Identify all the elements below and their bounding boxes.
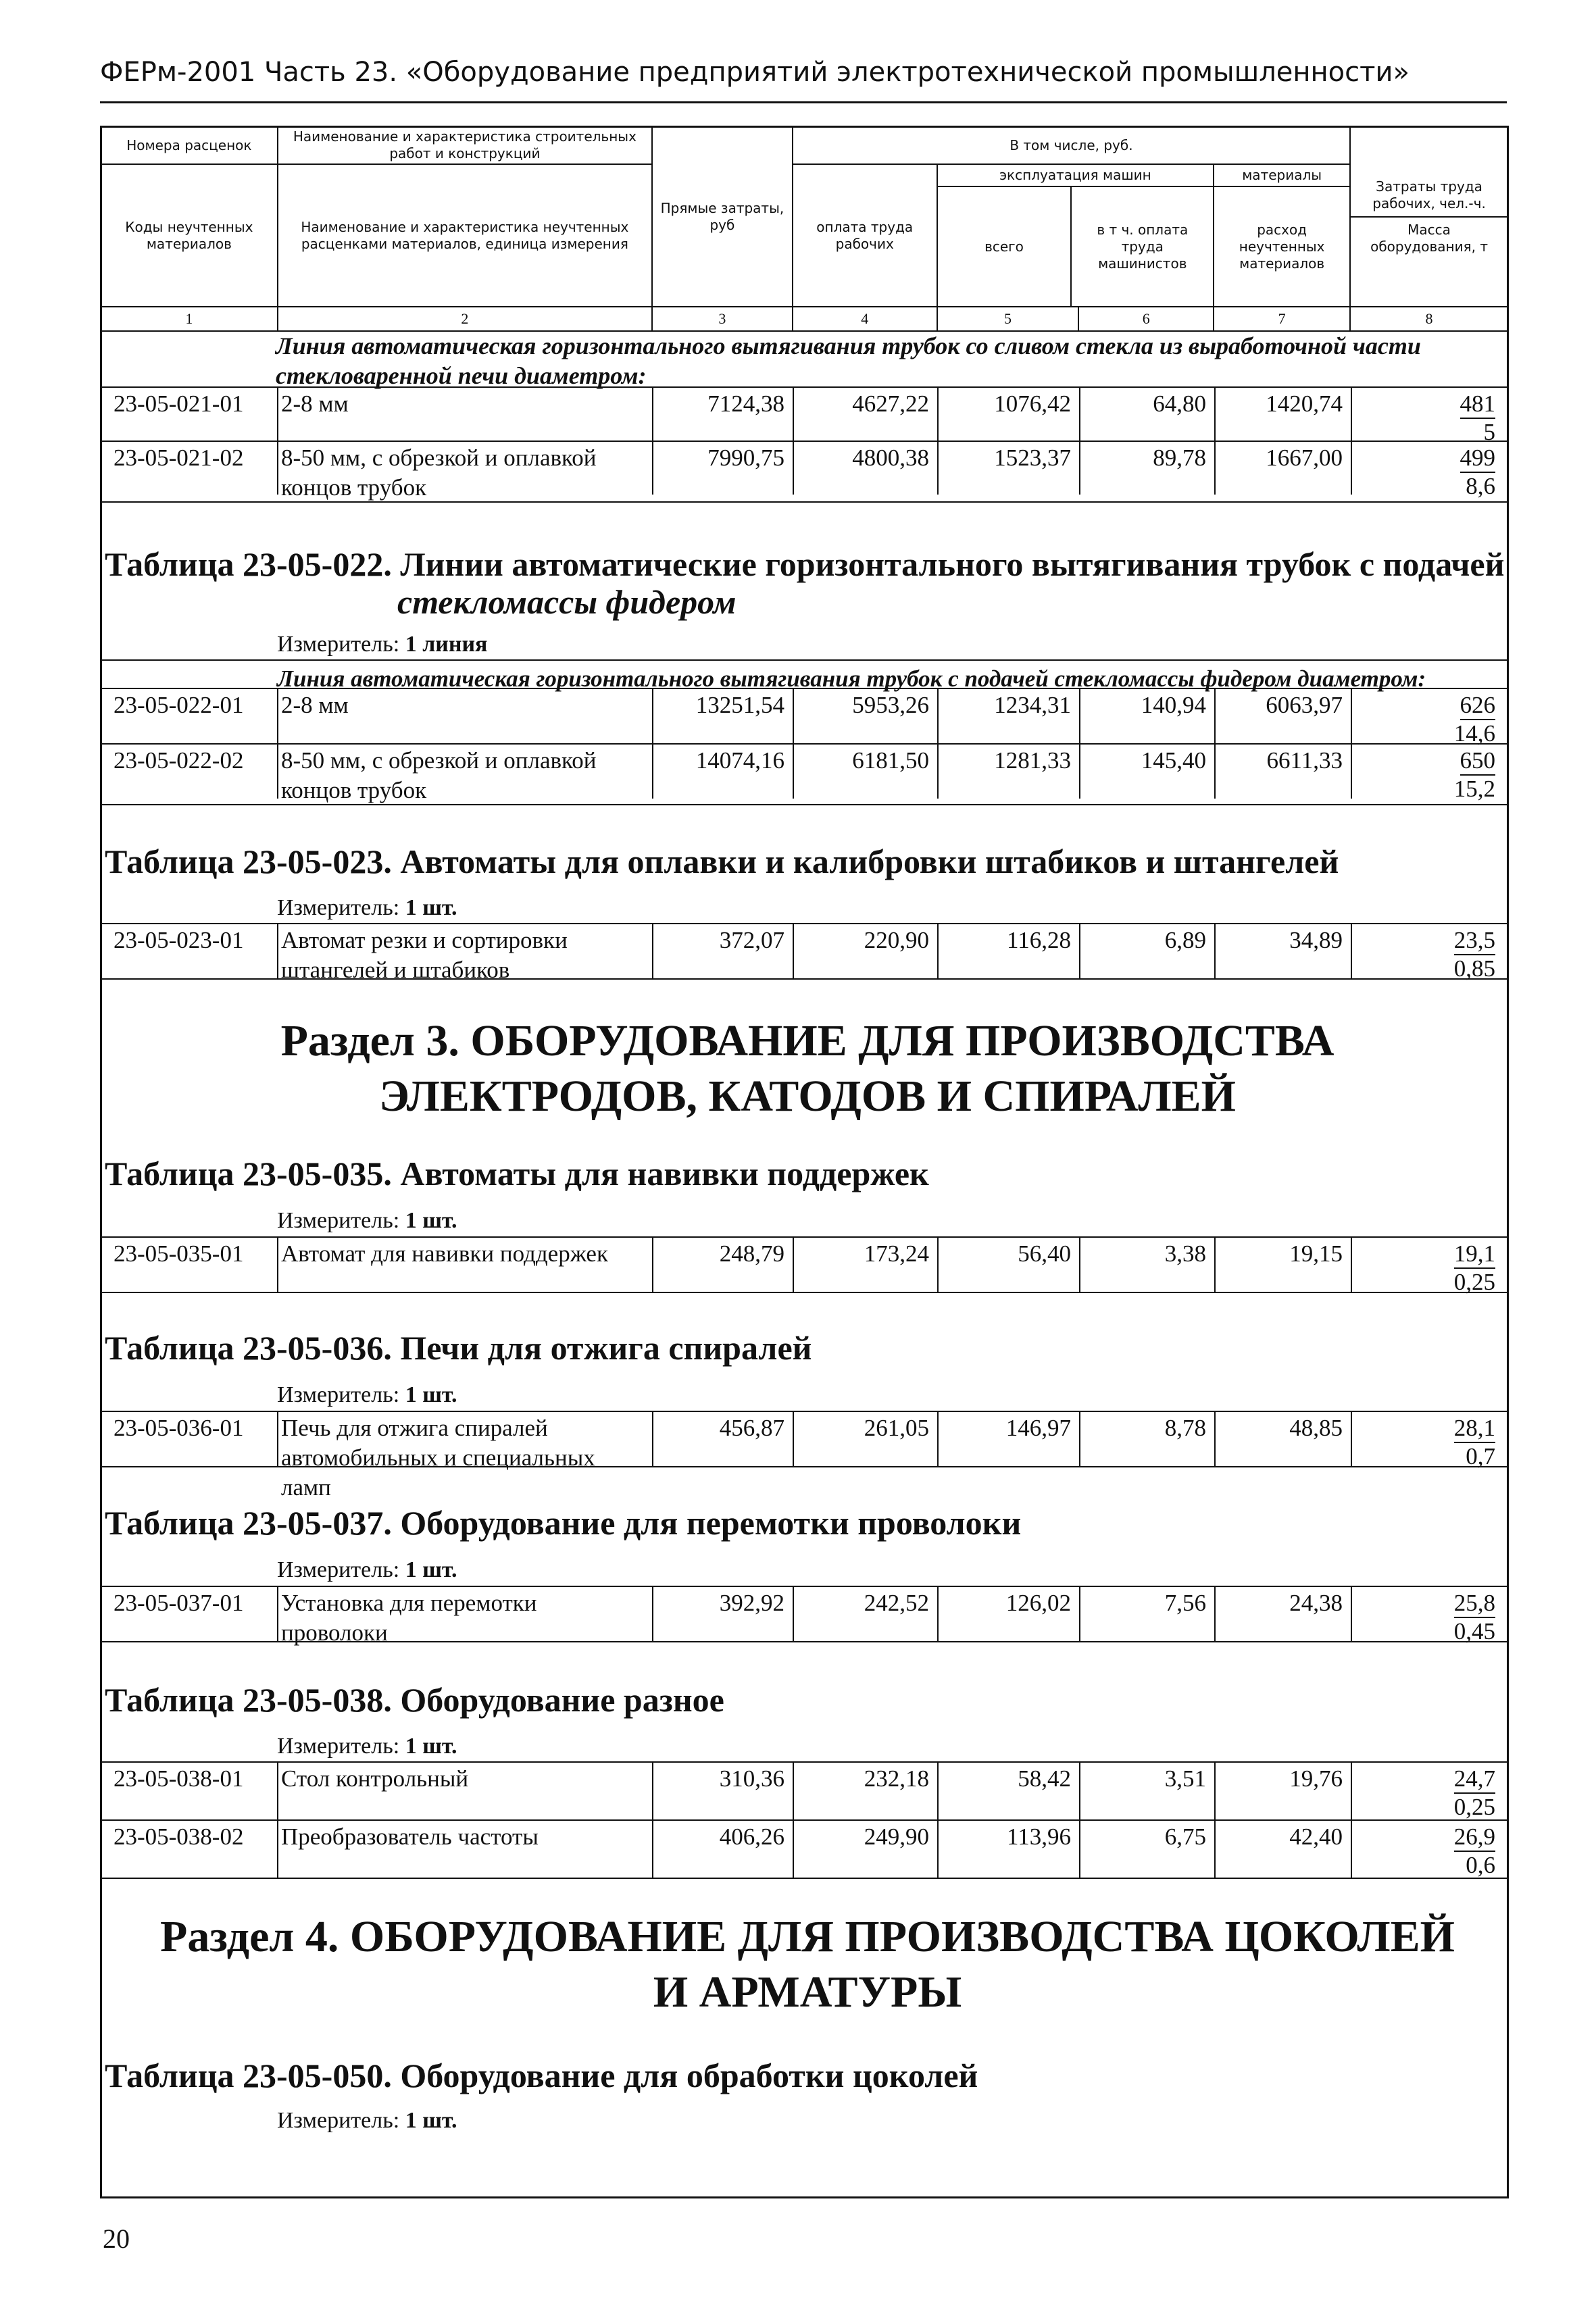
- value-machines: 116,28: [1007, 927, 1071, 953]
- work-name: Стол контрольный: [281, 1765, 469, 1792]
- labor-mass-fraction: [1414, 1415, 1495, 1470]
- labor-mass-fraction: [1414, 692, 1495, 747]
- labor-hours: 26,9: [1454, 1823, 1495, 1852]
- value-machinists: 8,78: [1164, 1415, 1206, 1441]
- rate-code: 23-05-037-01: [114, 1590, 244, 1616]
- equipment-mass: 0,25: [1453, 1794, 1495, 1820]
- measure-label: Измеритель:: [277, 1734, 400, 1759]
- cell-divider: [1351, 1761, 1352, 1819]
- table-023-title: Таблица 23-05-023. Автоматы для оплавки и калибровки штабиков и штангелей: [105, 842, 1339, 880]
- equipment-mass: 0,25: [1453, 1269, 1495, 1295]
- row-bottom-rule: [100, 1641, 1509, 1642]
- value-direct: 456,87: [719, 1415, 784, 1441]
- col-num-5: 5: [937, 307, 1079, 331]
- work-name: Преобразователь частоты: [281, 1823, 539, 1850]
- value-materials: 6063,97: [1266, 692, 1343, 718]
- measure-label: Измеритель:: [277, 895, 400, 920]
- measure-unit: 1 шт.: [405, 2108, 457, 2133]
- labor-mass-fraction: [1414, 391, 1495, 446]
- value-direct: 13251,54: [695, 692, 784, 718]
- row-top-rule: [100, 1819, 1509, 1821]
- value-machinists: 140,94: [1141, 692, 1206, 718]
- cell-divider: [1351, 441, 1352, 495]
- value-machines: 113,96: [1007, 1823, 1071, 1850]
- value-labor: 261,05: [864, 1415, 929, 1441]
- cell-divider: [1351, 1411, 1352, 1466]
- header-rule: [100, 101, 1507, 103]
- cell-divider: [277, 1761, 278, 1819]
- column-header-table: [100, 126, 1509, 332]
- col-num-4: 4: [793, 307, 937, 331]
- table-023-measure: [277, 895, 457, 921]
- value-labor: 173,24: [864, 1240, 929, 1267]
- measure-unit: 1 шт.: [405, 1208, 457, 1233]
- labor-mass-fraction: [1414, 927, 1495, 982]
- labor-hours: 24,7: [1454, 1765, 1495, 1794]
- block-021-subheading: Линия автоматическая горизонтального вытягивания трубок со сливом стекла из выработочной части стекловаренной печи диаметром:: [276, 332, 1421, 389]
- table-038-title: Таблица 23-05-038. Оборудование разное: [105, 1681, 724, 1719]
- row-bottom-rule: [100, 804, 1509, 805]
- col-num-8: 8: [1350, 307, 1508, 331]
- equipment-mass: 0,6: [1466, 1852, 1495, 1878]
- labor-mass-fraction: [1414, 1823, 1495, 1879]
- hdr-name-materials: Наименование и характеристика неучтенных расценками материалов, единица измерения: [278, 164, 652, 307]
- row-bottom-rule: [100, 501, 1509, 503]
- row-bottom-rule: [100, 1292, 1509, 1293]
- hdr-incl-machinists: в т ч. оплата труда машинистов: [1097, 221, 1189, 272]
- value-materials: 34,89: [1289, 927, 1343, 953]
- cell-divider: [277, 386, 278, 441]
- rate-code: 23-05-022-01: [114, 692, 244, 718]
- value-machines: 1076,42: [994, 391, 1071, 417]
- cell-divider: [1351, 923, 1352, 978]
- row-bottom-rule: [100, 1878, 1509, 1879]
- table-035-title: Таблица 23-05-035. Автоматы для навивки поддержек: [105, 1155, 929, 1192]
- equipment-mass: 8,6: [1466, 473, 1495, 499]
- rate-code: 23-05-038-02: [114, 1823, 244, 1850]
- cell-divider: [277, 923, 278, 978]
- rate-code: 23-05-021-01: [114, 391, 244, 417]
- hdr-materials-group: [1214, 164, 1350, 307]
- col-num-6: 6: [1078, 307, 1214, 331]
- hdr-materials-use: расход неучтенных материалов: [1239, 221, 1325, 272]
- table-037-title: Таблица 23-05-037. Оборудование для перемотки проволоки: [105, 1504, 1022, 1542]
- equipment-mass: 0,85: [1453, 955, 1495, 982]
- labor-mass-fraction: [1414, 747, 1495, 803]
- labor-hours: 499: [1460, 445, 1496, 473]
- value-materials: 19,15: [1289, 1240, 1343, 1267]
- table-037-measure: [277, 1557, 457, 1583]
- value-machinists: 6,89: [1164, 927, 1206, 953]
- measure-unit: 1 шт.: [405, 1382, 457, 1407]
- labor-mass-fraction: [1414, 1240, 1495, 1296]
- value-direct: 392,92: [719, 1590, 784, 1616]
- value-machinists: 64,80: [1153, 391, 1206, 417]
- running-header: ФЕРм-2001 Часть 23. «Оборудование предприятий электротехнической промышленности»: [100, 57, 1410, 88]
- rate-code: 23-05-022-02: [114, 747, 244, 774]
- value-direct: 372,07: [719, 927, 784, 953]
- table-022-title-cont: стекломассы фидером: [397, 583, 737, 621]
- section-3-title: Раздел 3. ОБОРУДОВАНИЕ ДЛЯ ПРОИЗВОДСТВА ЭЛЕКТРОДОВ, КАТОДОВ И СПИРАЛЕЙ: [280, 1016, 1335, 1121]
- rate-code: 23-05-021-02: [114, 445, 244, 471]
- value-labor: 4627,22: [852, 391, 929, 417]
- cell-divider: [1351, 386, 1352, 441]
- value-labor: 5953,26: [852, 692, 929, 718]
- hdr-codes-unaccounted: Коды неучтенных материалов: [101, 164, 278, 307]
- hdr-labor-pay: оплата труда рабочих: [793, 164, 937, 307]
- section-4-title: Раздел 4. ОБОРУДОВАНИЕ ДЛЯ ПРОИЗВОДСТВА ЦОКОЛЕЙ И АРМАТУРЫ: [160, 1912, 1455, 2017]
- value-machinists: 89,78: [1153, 445, 1206, 471]
- row-top-rule: [100, 923, 1509, 924]
- hdr-machines-group: [937, 164, 1214, 307]
- value-labor: 249,90: [864, 1823, 929, 1850]
- hdr-machines: эксплуатация машин: [938, 165, 1214, 187]
- cell-divider: [1351, 1819, 1352, 1878]
- cell-divider: [277, 743, 278, 799]
- cell-divider: [277, 1586, 278, 1641]
- measure-label: Измеритель:: [277, 1382, 400, 1407]
- rule: [100, 659, 1509, 661]
- equipment-mass: 0,45: [1453, 1618, 1495, 1644]
- equipment-mass: 14,6: [1453, 720, 1495, 747]
- value-materials: 6611,33: [1266, 747, 1343, 774]
- cell-divider: [277, 1819, 278, 1878]
- work-name: Печь для отжига спиралей автомобильных и специальных ламп: [281, 1415, 595, 1501]
- value-machines: 1234,31: [994, 692, 1071, 718]
- row-top-rule: [100, 386, 1509, 388]
- work-name: 8-50 мм, с обрезкой и оплавкой концов трубок: [281, 747, 597, 803]
- cell-divider: [277, 1411, 278, 1466]
- cell-divider: [277, 1236, 278, 1292]
- hdr-labor-mass: [1350, 126, 1508, 307]
- table-050-measure: [277, 2108, 457, 2134]
- row-top-rule: [100, 1761, 1509, 1763]
- hdr-direct-costs: Прямые затраты, руб: [652, 126, 793, 307]
- value-direct: 7124,38: [707, 391, 784, 417]
- value-materials: 1667,00: [1266, 445, 1343, 471]
- table-036-measure: [277, 1382, 457, 1408]
- row-top-rule: [100, 743, 1509, 745]
- rate-code: 23-05-035-01: [114, 1240, 244, 1267]
- value-machines: 1523,37: [994, 445, 1071, 471]
- cell-divider: [1351, 743, 1352, 799]
- work-name: Автомат для навивки поддержек: [281, 1240, 608, 1267]
- measure-label: Измеритель:: [277, 2108, 400, 2133]
- col-num-2: 2: [278, 307, 652, 331]
- hdr-mass: Масса оборудования, т: [1370, 221, 1488, 255]
- labor-hours: 25,8: [1454, 1590, 1495, 1618]
- value-materials: 24,38: [1289, 1590, 1343, 1616]
- table-038-measure: [277, 1734, 457, 1759]
- table-022-measure: [277, 632, 487, 657]
- table-022-title: Таблица 23-05-022. Линии автоматические горизонтального вытягивания трубок с подачей: [105, 545, 1505, 583]
- labor-mass-fraction: [1414, 445, 1495, 500]
- labor-hours: 28,1: [1454, 1415, 1495, 1443]
- hdr-name-works: Наименование и характеристика строительных работ и конструкций: [278, 126, 652, 164]
- rate-code: 23-05-023-01: [114, 927, 244, 953]
- value-materials: 1420,74: [1266, 391, 1343, 417]
- labor-mass-fraction: [1414, 1765, 1495, 1821]
- cell-divider: [1351, 1586, 1352, 1641]
- measure-unit: 1 шт.: [405, 895, 457, 920]
- labor-mass-fraction: [1414, 1590, 1495, 1645]
- col-num-3: 3: [652, 307, 793, 331]
- value-direct: 14074,16: [695, 747, 784, 774]
- work-name: 2-8 мм: [281, 692, 349, 718]
- value-direct: 7990,75: [707, 445, 784, 471]
- row-bottom-rule: [100, 1466, 1509, 1467]
- value-materials: 48,85: [1289, 1415, 1343, 1441]
- hdr-labor-costs: Затраты труда рабочих, чел.-ч.: [1351, 174, 1507, 218]
- cell-divider: [1351, 688, 1352, 743]
- value-labor: 220,90: [864, 927, 929, 953]
- rate-code: 23-05-036-01: [114, 1415, 244, 1441]
- value-direct: 406,26: [719, 1823, 784, 1850]
- value-machines: 126,02: [1005, 1590, 1071, 1616]
- equipment-mass: 0,7: [1466, 1443, 1495, 1469]
- work-name: 8-50 мм, с обрезкой и оплавкой концов трубок: [281, 445, 597, 501]
- value-direct: 310,36: [719, 1765, 784, 1792]
- equipment-mass: 5: [1483, 419, 1495, 445]
- row-top-rule: [100, 441, 1509, 442]
- value-machinists: 3,51: [1164, 1765, 1206, 1792]
- value-machinists: 145,40: [1141, 747, 1206, 774]
- table-036-title: Таблица 23-05-036. Печи для отжига спиралей: [105, 1329, 812, 1367]
- labor-hours: 19,1: [1454, 1240, 1495, 1269]
- equipment-mass: 15,2: [1453, 776, 1495, 802]
- table-022-subheading: Линия автоматическая горизонтального вытягивания трубок с подачей стекломассы фидером диаметром:: [277, 665, 1426, 692]
- value-direct: 248,79: [719, 1240, 784, 1267]
- value-machinists: 7,56: [1164, 1590, 1206, 1616]
- table-035-measure: [277, 1208, 457, 1234]
- measure-unit: 1 шт.: [405, 1734, 457, 1759]
- hdr-numbers-of-rates: Номера расценок: [101, 126, 278, 164]
- value-machines: 1281,33: [994, 747, 1071, 774]
- work-name: Установка для перемотки проволоки: [281, 1590, 537, 1646]
- measure-unit: 1 шт.: [405, 1557, 457, 1582]
- page-number: 20: [103, 2223, 130, 2254]
- value-machines: 56,40: [1018, 1240, 1071, 1267]
- hdr-including: В том числе, руб.: [793, 126, 1350, 164]
- row-bottom-rule: [100, 978, 1509, 980]
- table-050-title: Таблица 23-05-050. Оборудование для обработки цоколей: [105, 2057, 978, 2094]
- value-labor: 6181,50: [852, 747, 929, 774]
- measure-label: Измеритель:: [277, 1557, 400, 1582]
- cell-divider: [277, 688, 278, 743]
- labor-hours: 626: [1460, 692, 1496, 720]
- value-materials: 42,40: [1289, 1823, 1343, 1850]
- measure-label: Измеритель:: [277, 1208, 400, 1233]
- value-machines: 146,97: [1005, 1415, 1071, 1441]
- row-top-rule: [100, 1411, 1509, 1412]
- value-labor: 232,18: [864, 1765, 929, 1792]
- labor-hours: 481: [1460, 391, 1496, 419]
- work-name: 2-8 мм: [281, 391, 349, 417]
- measure-unit: 1 линия: [405, 632, 488, 657]
- value-materials: 19,76: [1289, 1765, 1343, 1792]
- row-top-rule: [100, 1236, 1509, 1238]
- rate-code: 23-05-038-01: [114, 1765, 244, 1792]
- cell-divider: [1351, 1236, 1352, 1292]
- labor-hours: 650: [1460, 747, 1496, 776]
- measure-label: Измеритель:: [277, 632, 400, 657]
- value-labor: 4800,38: [852, 445, 929, 471]
- hdr-total: всего: [938, 187, 1072, 306]
- row-top-rule: [100, 1586, 1509, 1587]
- col-num-1: 1: [101, 307, 278, 331]
- value-machinists: 6,75: [1164, 1823, 1206, 1850]
- value-machinists: 3,38: [1164, 1240, 1206, 1267]
- cell-divider: [277, 441, 278, 495]
- work-name: Автомат резки и сортировки штангелей и штабиков: [281, 927, 568, 983]
- col-num-7: 7: [1214, 307, 1350, 331]
- value-labor: 242,52: [864, 1590, 929, 1616]
- labor-hours: 23,5: [1454, 927, 1495, 955]
- value-machines: 58,42: [1018, 1765, 1071, 1792]
- hdr-materials: материалы: [1214, 165, 1349, 187]
